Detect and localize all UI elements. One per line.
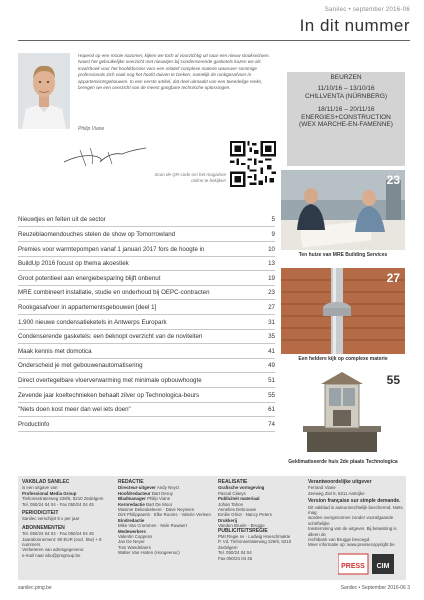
colophon-text: P. Vd. Tiehonsetraterweg 228/6, 8210 Zedelgem [218, 539, 292, 550]
beurzen-line: 18/11/16 – 20/11/16 [317, 106, 375, 114]
colophon-text: Dit vakblad is auteursrechtelijk beschermd. Niets mag [308, 504, 403, 516]
colophon-text: Annelies Debrouwe [218, 507, 257, 513]
intro-author: Philip Viane [78, 126, 105, 132]
colophon-label: Publiciteit materiaal [218, 496, 260, 502]
toc-page: 23 [268, 289, 275, 297]
colophon-text: Tel. 050/24 04 04 - Fax 050/24 04 45 [22, 501, 94, 507]
colophon-text: Walter Van Hoiten (Hoogeenoc) [118, 550, 180, 556]
colophon-text: Bart Deruy [151, 490, 173, 496]
toc-page: 55 [268, 391, 275, 399]
toc-row[interactable] [18, 359, 275, 373]
colophon-text: Fax 050/24 04 45 [218, 555, 253, 561]
toc-row[interactable] [18, 271, 275, 285]
toc-row[interactable] [18, 242, 275, 256]
feature-image-mre[interactable] [281, 170, 405, 250]
colophon-text: e-mail naar abo@pmgroup.be [22, 552, 81, 558]
colophon-heading: REDACTIE [118, 479, 144, 485]
toc-page: 61 [268, 406, 275, 414]
colophon-text: Maxime Dekeukeleere · Dave Neyssen [118, 507, 195, 513]
toc-title: MRE combineert installatie, studie en onderhoud bij OEPC-contracten [18, 289, 210, 297]
colophon-column [118, 480, 213, 556]
colophon-label: Eindredactie [118, 517, 145, 523]
colophon-column [218, 480, 303, 561]
logo-text: PRESS [341, 563, 365, 570]
colophon-text: Andy Neyrz [156, 485, 180, 491]
toc-page: 31 [268, 318, 275, 326]
colophon-text: Vanden Bruele - Brugge [218, 523, 265, 529]
colophon-column [308, 480, 404, 548]
toc-title: Nieuwtjes en feiten uit de sector [18, 216, 106, 224]
toc-row[interactable] [18, 315, 275, 329]
toc-row[interactable] [18, 286, 275, 300]
toc-page: 74 [268, 420, 275, 428]
colophon-text: toestemming van de uitgever. Bij betwisting is alleen de [308, 526, 397, 537]
toc-title: Zevende jaar koeltechnieken behaalt zilver op Technologica-beurs [18, 391, 200, 399]
beurzen-box [287, 72, 405, 166]
toc-page: 19 [268, 274, 275, 282]
toc-row[interactable] [18, 403, 275, 417]
colophon-text: Emilie Ghiot · Nancy Peters [218, 512, 272, 518]
toc-title: "Niets doen kost meer dan wel iets doen" [18, 406, 131, 414]
feature-page-number: 23 [386, 173, 400, 187]
page-title: In dit nummer [299, 16, 410, 35]
toc-row[interactable] [18, 301, 275, 315]
feature-caption: Geklimatiseerde huis 2de plaats Technologica [288, 459, 398, 465]
press-logos [338, 553, 398, 580]
toc-title: Condenserende gasketels: een beknopt overzicht van de noviteiten [18, 333, 203, 341]
toc-page: 10 [268, 245, 275, 253]
toc-title: Groot potentieel aan energiebesparing blijft onbenut [18, 274, 161, 282]
toc-title: Direct overtegelbare vloerverwarming met minimale opbouwhoogte [18, 376, 202, 384]
colophon-heading: Verantwoordelijke uitgever [308, 479, 372, 485]
beurzen-line: CHILLVENTA (NÜRNBERG) [304, 92, 388, 100]
colophon-text: Sanilec verschijnt 9 x per jaar [22, 516, 80, 522]
toc-title: Onderscheid je met gebouwenautomatisering [18, 362, 143, 370]
feature-page-number: 27 [386, 271, 400, 285]
toc-row[interactable] [18, 213, 275, 227]
toc-title: 1.900 nieuwe condensatieketels in Antwerps Europark [18, 318, 167, 326]
website-link[interactable]: sanilec.pmg.be [18, 585, 52, 591]
toc-row[interactable] [18, 344, 275, 358]
colophon-text: Pascal Claeys [218, 490, 246, 496]
colophon-heading: VAKBLAD SANILEC [22, 479, 70, 485]
colophon-text: Johan Tahon [218, 501, 244, 507]
logo-text: CIM [376, 563, 390, 570]
toc-page: 5 [271, 216, 275, 224]
colophon-text: Tel. 050/24 04 04 [218, 550, 252, 556]
toc-row[interactable] [18, 417, 275, 431]
feature-image-rookgas[interactable] [281, 268, 405, 354]
toc-title: Productinfo [18, 420, 50, 428]
header-divider [18, 40, 410, 41]
colophon-text: worden overgenomen zonder voorafgaande schriftelijke [308, 515, 394, 526]
colophon-heading: ABONNEMENTEN [22, 524, 65, 531]
toc-title: Rookgasafvoer in appartementsgebouwen [deel 1] [18, 303, 157, 311]
colophon-text: Verbeteren van adresgegevens: [22, 547, 85, 553]
toc-title: Maak kennis met domotica [18, 347, 92, 355]
colophon-text: Tiehonsetraterweg 228/6, 8210 Zedelgem [22, 496, 104, 502]
colophon-text: Bart De Moor [146, 501, 173, 507]
intro-text: Hopend op een mooie nazomer, kijken we toch al voorzichtig uit naar een nieuw stookseizoen. Naast het gebruikelijke overzicht met nieuwtjes bij condenserende gasketels kozen we als invalshoek voor het hoofddossier voor een relatief complexe materie waarover sommige professionals zich vaak nog het hoofd duiven te breken, namelijk de rookgasafvoer in appartementsgebouwen. In een eerste artikel, dat deel uitmaakt van een tweedelige reeks, brengen we een overzicht van de meest gangbare technische oplossingen. [78, 53, 270, 91]
colophon-text: Professional Media Group [22, 490, 77, 496]
colophon-label: Bladmanager [118, 496, 146, 502]
toc-row[interactable] [18, 228, 275, 242]
colophon-text: Ferrand Viane [308, 485, 336, 491]
toc-page: 41 [268, 347, 275, 355]
colophon-text: Meer informatie op: www.pressecopyright.be [308, 542, 395, 548]
feature-caption: Ten huize van MRE Building Services [298, 252, 388, 258]
toc-page: 35 [268, 333, 275, 341]
colophon-text: Philip Viane [147, 496, 171, 502]
toc-row[interactable] [18, 330, 275, 344]
toc-title: Reuzeblaomendouches stelen de show op Tomorrowland [18, 230, 176, 238]
colophon-text: Valentin Coppens [118, 534, 153, 540]
beurzen-line: 11/10/16 – 13/10/16 [317, 85, 375, 92]
beurzen-title: BEURZEN [330, 74, 362, 81]
colophon-text: Jaarabonnement: 90 EUR (excl. btw) + 9 nummers [22, 536, 102, 548]
toc-page: 13 [268, 260, 275, 268]
author-photo [18, 53, 70, 129]
toc-page: 9 [271, 230, 275, 238]
toc-title: BuildUp 2016 focust op thema akoestiek [18, 260, 129, 268]
toc-title: Premies voor warmtepompen vanaf 1 januari 2017 fors de hoogte in [18, 245, 205, 253]
toc-page: 49 [268, 362, 275, 370]
feature-image-technologica[interactable] [281, 370, 405, 456]
beurzen-line: (WEX MARCHE-EN-FAMENNE) [299, 121, 393, 129]
colophon-text: Tom Wandelaers [118, 544, 151, 550]
colophon-text: rechtbank van Brugge bevoegd. [308, 537, 371, 543]
qr-caption: Scan de QR-code om het magazine online te bekijken [154, 172, 226, 183]
colophon-heading: PERIODICITEIT [22, 510, 59, 517]
toc-page: 27 [268, 303, 275, 311]
toc-row[interactable] [18, 257, 275, 271]
colophon-heading: PUBLICITEITSREGIE [218, 527, 268, 534]
colophon-label: Kernredactie [118, 501, 145, 507]
colophon-text: Mike Van Crommen · Nele Ruwaert [118, 523, 187, 529]
beurzen-line: ENERGIES+CONSTRUCTION [301, 113, 391, 121]
colophon-text: Tel. 050/24 04 04 - Fax 050/24 04 45 [22, 531, 94, 537]
colophon-label: Drukkerij [218, 517, 238, 523]
signature-image [60, 140, 150, 170]
issue-line: Sanilec • september 2016-06 [324, 7, 410, 13]
feature-caption: Een heldere kijk op complexe materie [298, 356, 388, 362]
colophon-label: Medewerkers [118, 528, 146, 534]
feature-page-number: 55 [386, 373, 400, 387]
colophon-heading: Version française sur simple demande. [308, 498, 401, 505]
colophon-text: Dirk Philippaerts · Elke Rooms · Valerie Verleen [118, 512, 211, 518]
press-logo-icon [338, 553, 398, 575]
colophon-label: Hoofdredacteur [118, 490, 151, 496]
colophon-heading: REALISATIE [218, 479, 248, 485]
colophon-label: Grafische vormgeving [218, 485, 265, 491]
colophon-column [22, 480, 112, 558]
page-footer: Sanilec • September 2016-06 3 [340, 585, 410, 591]
colophon-text: is een uitgave van [22, 485, 58, 491]
colophon-text: Zeeweg Ziel 5, 8211 Aartrijke [308, 490, 365, 496]
toc-row[interactable] [18, 388, 275, 402]
toc-row[interactable] [18, 374, 275, 388]
qr-code-icon[interactable] [230, 141, 276, 187]
toc-page: 51 [268, 376, 275, 384]
colophon-label: Directeur-uitgever [118, 485, 156, 491]
colophon-text: PMI Regie nv · Ludwig Hoeschmakte [218, 534, 291, 540]
colophon-text: Jan De Neyer [118, 539, 145, 545]
